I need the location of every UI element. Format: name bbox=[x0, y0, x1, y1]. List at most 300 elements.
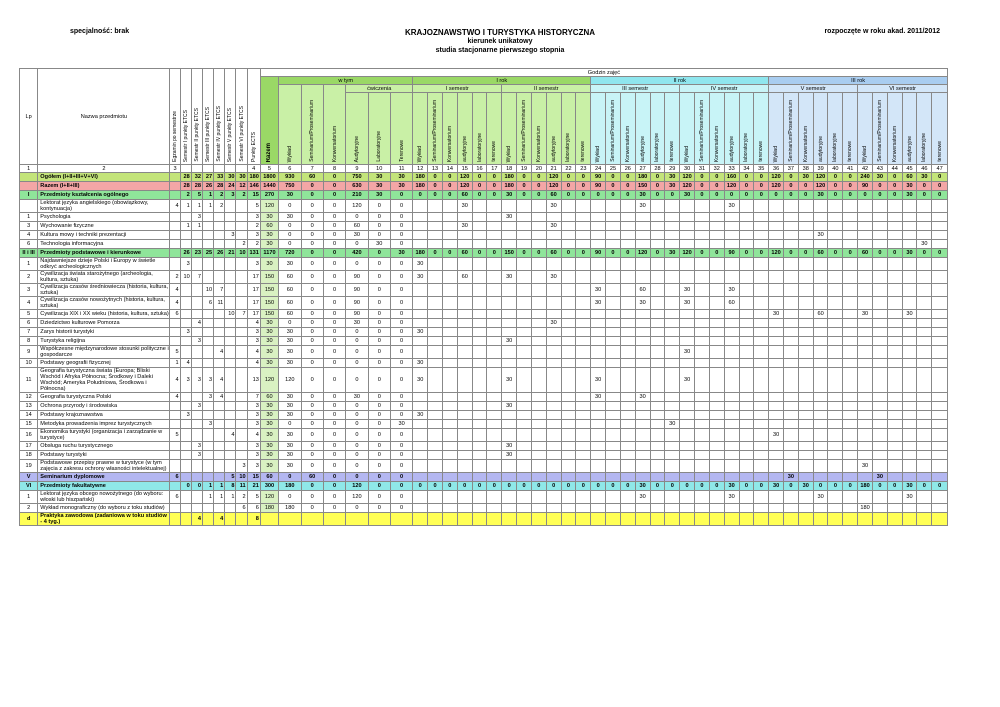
cell-value bbox=[680, 213, 695, 222]
cell-value bbox=[502, 346, 517, 359]
cell-value: 3 bbox=[247, 231, 260, 240]
cell-value bbox=[828, 310, 843, 319]
cell-value bbox=[202, 411, 213, 420]
cell-value: 180 bbox=[279, 504, 301, 513]
cell-value bbox=[932, 231, 948, 240]
cell-value bbox=[606, 451, 621, 460]
cell-value bbox=[428, 319, 443, 328]
cell-value bbox=[784, 200, 799, 213]
column-number: 39 bbox=[813, 165, 828, 173]
cell-value: 0 bbox=[390, 359, 412, 368]
cell-value: 30 bbox=[635, 482, 650, 491]
semester-5-auditory-header: audytoryjne bbox=[813, 93, 828, 165]
cell-value bbox=[487, 271, 502, 284]
row-lp: V bbox=[20, 473, 38, 482]
subject-row bbox=[20, 411, 948, 420]
cell-value bbox=[680, 504, 695, 513]
cell-value bbox=[442, 491, 457, 504]
cell-value: 0 bbox=[301, 271, 323, 284]
specialty-label: specjalność: brak bbox=[70, 28, 130, 35]
cell-value bbox=[591, 420, 606, 429]
cell-value bbox=[591, 359, 606, 368]
cell-value: 3 bbox=[236, 460, 247, 473]
cell-value bbox=[724, 442, 739, 451]
cell-value bbox=[236, 284, 247, 297]
cell-value: 60 bbox=[279, 297, 301, 310]
cell-value bbox=[784, 393, 799, 402]
cell-value: 30 bbox=[724, 200, 739, 213]
cell-value: 30 bbox=[368, 240, 390, 249]
cell-value bbox=[236, 319, 247, 328]
cell-value bbox=[932, 368, 948, 393]
cell-value bbox=[754, 504, 769, 513]
cell-value bbox=[872, 460, 887, 473]
cell-value bbox=[724, 328, 739, 337]
cell-value bbox=[798, 420, 813, 429]
cell-value bbox=[917, 393, 932, 402]
cell-value: 750 bbox=[346, 173, 368, 182]
cell-value: 0 bbox=[323, 200, 345, 213]
cell-value bbox=[843, 368, 858, 393]
row-lp: 10 bbox=[20, 359, 38, 368]
cell-value: 0 bbox=[709, 182, 724, 191]
cell-value bbox=[457, 213, 472, 222]
cell-value bbox=[606, 200, 621, 213]
cell-value bbox=[695, 200, 710, 213]
cell-value bbox=[502, 429, 517, 442]
cell-value: 3 bbox=[247, 460, 260, 473]
cell-value bbox=[932, 411, 948, 420]
cell-value: 0 bbox=[301, 284, 323, 297]
cell-value: 2 bbox=[236, 240, 247, 249]
cell-value bbox=[214, 460, 225, 473]
cell-value: 30 bbox=[346, 319, 368, 328]
cell-value bbox=[620, 310, 635, 319]
cell-value bbox=[620, 359, 635, 368]
cell-value bbox=[932, 222, 948, 231]
column-number: 24 bbox=[591, 165, 606, 173]
cell-value bbox=[413, 451, 428, 460]
cell-value: 0 bbox=[301, 504, 323, 513]
cell-value bbox=[591, 504, 606, 513]
cell-value bbox=[724, 460, 739, 473]
cell-value bbox=[236, 368, 247, 393]
cell-value bbox=[472, 491, 487, 504]
cell-value bbox=[472, 429, 487, 442]
cell-value bbox=[887, 258, 902, 271]
cell-value bbox=[546, 359, 561, 368]
cell-value bbox=[170, 513, 180, 526]
cell-value bbox=[858, 491, 873, 504]
cell-value bbox=[739, 310, 754, 319]
subject-name: Psychologia bbox=[38, 213, 170, 222]
cell-value bbox=[665, 393, 680, 402]
cell-value: 3 bbox=[191, 451, 202, 460]
semester-4-lecture-header: Wykład bbox=[680, 93, 695, 165]
cell-value: 30 bbox=[724, 482, 739, 491]
cell-value bbox=[843, 442, 858, 451]
cell-value: 4 bbox=[214, 346, 225, 359]
cell-value bbox=[620, 368, 635, 393]
cell-value bbox=[561, 297, 576, 310]
cell-value bbox=[214, 411, 225, 420]
cell-value: 0 bbox=[442, 249, 457, 258]
cell-value: 30 bbox=[917, 173, 932, 182]
cell-value: 30 bbox=[680, 191, 695, 200]
cell-value: 120 bbox=[260, 200, 278, 213]
cell-value bbox=[917, 491, 932, 504]
cell-value: 3 bbox=[191, 368, 202, 393]
cell-value bbox=[887, 213, 902, 222]
cell-value: 0 bbox=[798, 191, 813, 200]
cell-value bbox=[214, 442, 225, 451]
cell-value bbox=[591, 442, 606, 451]
cell-value bbox=[784, 271, 799, 284]
cell-value bbox=[413, 240, 428, 249]
cell-value bbox=[202, 337, 213, 346]
cell-value: 120 bbox=[457, 173, 472, 182]
cell-value bbox=[798, 213, 813, 222]
cell-value: 0 bbox=[531, 182, 546, 191]
cell-value bbox=[576, 231, 591, 240]
subject-row bbox=[20, 368, 948, 393]
cell-value bbox=[591, 328, 606, 337]
cell-value: 60 bbox=[724, 297, 739, 310]
cell-value: 0 bbox=[368, 200, 390, 213]
cell-value: 60 bbox=[457, 191, 472, 200]
cell-value: 0 bbox=[517, 173, 532, 182]
cell-value: 30 bbox=[368, 191, 390, 200]
cell-value bbox=[754, 258, 769, 271]
cell-value: 60 bbox=[902, 173, 917, 182]
cell-value: 0 bbox=[428, 249, 443, 258]
cell-value bbox=[428, 393, 443, 402]
cell-value bbox=[739, 359, 754, 368]
cell-value bbox=[413, 297, 428, 310]
subject-name: Cywilizacja czasów średniowiecza (historia, kultura, sztuka) bbox=[38, 284, 170, 297]
cell-value bbox=[813, 504, 828, 513]
cell-value: 0 bbox=[390, 319, 412, 328]
cell-value bbox=[813, 284, 828, 297]
cell-value bbox=[191, 328, 202, 337]
cell-value: 30 bbox=[665, 182, 680, 191]
cell-value: 60 bbox=[279, 310, 301, 319]
cell-value bbox=[620, 491, 635, 504]
cell-value bbox=[517, 393, 532, 402]
cell-value: 2 bbox=[214, 191, 225, 200]
column-number: 38 bbox=[798, 165, 813, 173]
cell-value bbox=[858, 451, 873, 460]
cell-value: 0 bbox=[695, 191, 710, 200]
cell-value bbox=[591, 429, 606, 442]
cell-value bbox=[635, 368, 650, 393]
cell-value bbox=[591, 258, 606, 271]
cell-value bbox=[650, 411, 665, 420]
cell-value bbox=[236, 442, 247, 451]
cell-value bbox=[606, 258, 621, 271]
cell-value: 28 bbox=[180, 173, 191, 182]
cell-value: 30 bbox=[413, 271, 428, 284]
cell-value bbox=[680, 258, 695, 271]
subject-name: Seminarium dyplomowe bbox=[38, 473, 170, 482]
cell-value bbox=[517, 491, 532, 504]
column-number: 33 bbox=[724, 165, 739, 173]
cell-value bbox=[170, 411, 180, 420]
cell-value bbox=[170, 249, 180, 258]
cell-value bbox=[754, 213, 769, 222]
cell-value: 30 bbox=[413, 359, 428, 368]
cell-value bbox=[680, 222, 695, 231]
column-number: 14 bbox=[442, 165, 457, 173]
cell-value bbox=[606, 346, 621, 359]
cell-value bbox=[442, 346, 457, 359]
cell-value bbox=[531, 240, 546, 249]
cell-value bbox=[606, 337, 621, 346]
cell-value bbox=[457, 297, 472, 310]
cell-value: 0 bbox=[301, 222, 323, 231]
cell-value bbox=[843, 491, 858, 504]
cell-value bbox=[769, 420, 784, 429]
cell-value bbox=[665, 231, 680, 240]
cell-value bbox=[739, 337, 754, 346]
cell-value: 120 bbox=[724, 182, 739, 191]
cell-value bbox=[472, 460, 487, 473]
cell-value bbox=[442, 513, 457, 526]
cell-value bbox=[413, 231, 428, 240]
cell-value bbox=[225, 420, 236, 429]
cell-value: 26 bbox=[180, 249, 191, 258]
cell-value bbox=[917, 297, 932, 310]
cell-value: 90 bbox=[346, 284, 368, 297]
cell-value: 30 bbox=[724, 491, 739, 504]
cell-value: 0 bbox=[932, 182, 948, 191]
row-lp: I bbox=[20, 191, 38, 200]
cell-value: 30 bbox=[798, 173, 813, 182]
cell-value: 30 bbox=[260, 346, 278, 359]
cell-value bbox=[457, 359, 472, 368]
cell-value bbox=[798, 319, 813, 328]
cell-value: 3 bbox=[247, 337, 260, 346]
cell-value bbox=[665, 284, 680, 297]
cell-value bbox=[517, 328, 532, 337]
subject-name: Przedmioty podstawowe i kierunkowe bbox=[38, 249, 170, 258]
cell-value bbox=[902, 442, 917, 451]
cell-value: 30 bbox=[591, 297, 606, 310]
cell-value bbox=[561, 411, 576, 420]
cell-value: 0 bbox=[917, 249, 932, 258]
cell-value bbox=[170, 182, 180, 191]
row-lp: 15 bbox=[20, 420, 38, 429]
cell-value bbox=[843, 513, 858, 526]
cell-value bbox=[650, 513, 665, 526]
column-number: 15 bbox=[457, 165, 472, 173]
cell-value: 6 bbox=[170, 491, 180, 504]
row-lp: 12 bbox=[20, 393, 38, 402]
cell-value bbox=[798, 337, 813, 346]
group-row bbox=[20, 482, 948, 491]
cell-value bbox=[170, 451, 180, 460]
cell-value: 0 bbox=[323, 222, 345, 231]
cell-value bbox=[769, 319, 784, 328]
cell-value: 1 bbox=[202, 482, 213, 491]
column-number: 30 bbox=[680, 165, 695, 173]
cell-value bbox=[665, 346, 680, 359]
cell-value bbox=[695, 258, 710, 271]
cell-value: 0 bbox=[279, 491, 301, 504]
cell-value: 30 bbox=[346, 393, 368, 402]
cell-value: 0 bbox=[323, 359, 345, 368]
cell-value: 150 bbox=[260, 284, 278, 297]
cell-value bbox=[413, 473, 428, 482]
cell-value bbox=[517, 368, 532, 393]
cell-value bbox=[798, 346, 813, 359]
cell-value bbox=[180, 297, 191, 310]
cell-value bbox=[561, 337, 576, 346]
cell-value bbox=[180, 240, 191, 249]
cell-value bbox=[784, 258, 799, 271]
cell-value bbox=[680, 460, 695, 473]
cell-value bbox=[561, 240, 576, 249]
cell-value: 180 bbox=[260, 504, 278, 513]
cell-value: 10 bbox=[225, 310, 236, 319]
cell-value bbox=[517, 222, 532, 231]
cell-value: 0 bbox=[606, 249, 621, 258]
cell-value: 0 bbox=[368, 337, 390, 346]
cell-value bbox=[695, 420, 710, 429]
cell-value bbox=[769, 213, 784, 222]
cell-value bbox=[932, 297, 948, 310]
cell-value bbox=[457, 402, 472, 411]
cell-value bbox=[695, 393, 710, 402]
cell-value bbox=[487, 231, 502, 240]
cell-value bbox=[635, 451, 650, 460]
cell-value bbox=[214, 504, 225, 513]
cell-value bbox=[561, 460, 576, 473]
cell-value bbox=[754, 284, 769, 297]
cell-value: 2 bbox=[247, 240, 260, 249]
cell-value: 0 bbox=[301, 420, 323, 429]
column-number: 36 bbox=[769, 165, 784, 173]
cell-value: 0 bbox=[650, 191, 665, 200]
cell-value bbox=[502, 328, 517, 337]
cell-value: 0 bbox=[390, 402, 412, 411]
cell-value bbox=[517, 504, 532, 513]
cell-value bbox=[517, 442, 532, 451]
row-lp: 17 bbox=[20, 442, 38, 451]
cell-value bbox=[591, 271, 606, 284]
cell-value bbox=[695, 513, 710, 526]
cell-value bbox=[517, 240, 532, 249]
cell-value: 1 bbox=[202, 200, 213, 213]
cell-value bbox=[442, 429, 457, 442]
cell-value bbox=[798, 473, 813, 482]
cell-value bbox=[531, 222, 546, 231]
cell-value: 30 bbox=[591, 284, 606, 297]
cell-value: 0 bbox=[323, 337, 345, 346]
subject-name: Metodyka prowadzenia imprez turystycznych bbox=[38, 420, 170, 429]
cell-value bbox=[769, 240, 784, 249]
cell-value bbox=[635, 319, 650, 328]
cell-value: 30 bbox=[724, 284, 739, 297]
cell-value bbox=[798, 359, 813, 368]
group-row bbox=[20, 173, 948, 182]
cell-value bbox=[546, 240, 561, 249]
cell-value bbox=[225, 460, 236, 473]
cell-value: 0 bbox=[828, 173, 843, 182]
cell-value bbox=[784, 411, 799, 420]
cell-value bbox=[170, 231, 180, 240]
cell-value: 60 bbox=[279, 271, 301, 284]
cell-value bbox=[606, 442, 621, 451]
cell-value bbox=[561, 258, 576, 271]
cell-value: 0 bbox=[279, 319, 301, 328]
cell-value bbox=[695, 346, 710, 359]
cell-value bbox=[502, 491, 517, 504]
cell-value: 120 bbox=[279, 368, 301, 393]
row-lp: 14 bbox=[20, 411, 38, 420]
cell-value: 0 bbox=[487, 191, 502, 200]
cell-value: 0 bbox=[323, 429, 345, 442]
subject-name: Razem (I+II+III) bbox=[38, 182, 170, 191]
cell-value bbox=[487, 451, 502, 460]
cell-value bbox=[917, 513, 932, 526]
cell-value bbox=[872, 200, 887, 213]
cell-value: 131 bbox=[247, 249, 260, 258]
row-lp: 3 bbox=[20, 284, 38, 297]
cell-value: 0 bbox=[301, 258, 323, 271]
cell-value bbox=[635, 504, 650, 513]
cell-value bbox=[202, 328, 213, 337]
cell-value bbox=[517, 271, 532, 284]
cell-value bbox=[739, 231, 754, 240]
cell-value bbox=[225, 284, 236, 297]
cell-value bbox=[665, 460, 680, 473]
cell-value bbox=[442, 310, 457, 319]
cell-value bbox=[180, 310, 191, 319]
cell-value bbox=[709, 491, 724, 504]
cell-value: 4 bbox=[170, 393, 180, 402]
cell-value bbox=[917, 284, 932, 297]
cell-value bbox=[502, 504, 517, 513]
cell-value: 0 bbox=[323, 213, 345, 222]
cell-value: 30 bbox=[260, 231, 278, 240]
cell-value bbox=[709, 319, 724, 328]
cell-value bbox=[191, 346, 202, 359]
cell-value bbox=[724, 451, 739, 460]
cell-value bbox=[531, 310, 546, 319]
cell-value bbox=[546, 328, 561, 337]
cell-value bbox=[754, 411, 769, 420]
cell-value bbox=[531, 359, 546, 368]
cell-value bbox=[487, 200, 502, 213]
cell-value bbox=[917, 319, 932, 328]
cell-value bbox=[214, 271, 225, 284]
cell-value bbox=[769, 200, 784, 213]
cell-value bbox=[576, 346, 591, 359]
cell-value bbox=[428, 402, 443, 411]
cell-value bbox=[225, 200, 236, 213]
cell-value: 180 bbox=[502, 182, 517, 191]
cell-value: 180 bbox=[413, 249, 428, 258]
column-number: 40 bbox=[828, 165, 843, 173]
cell-value bbox=[665, 402, 680, 411]
semester-5-field-header: terenowe bbox=[843, 93, 858, 165]
cell-value bbox=[236, 346, 247, 359]
cell-value: 30 bbox=[279, 191, 301, 200]
cell-value bbox=[887, 451, 902, 460]
cell-value bbox=[428, 328, 443, 337]
cell-value: 30 bbox=[260, 429, 278, 442]
